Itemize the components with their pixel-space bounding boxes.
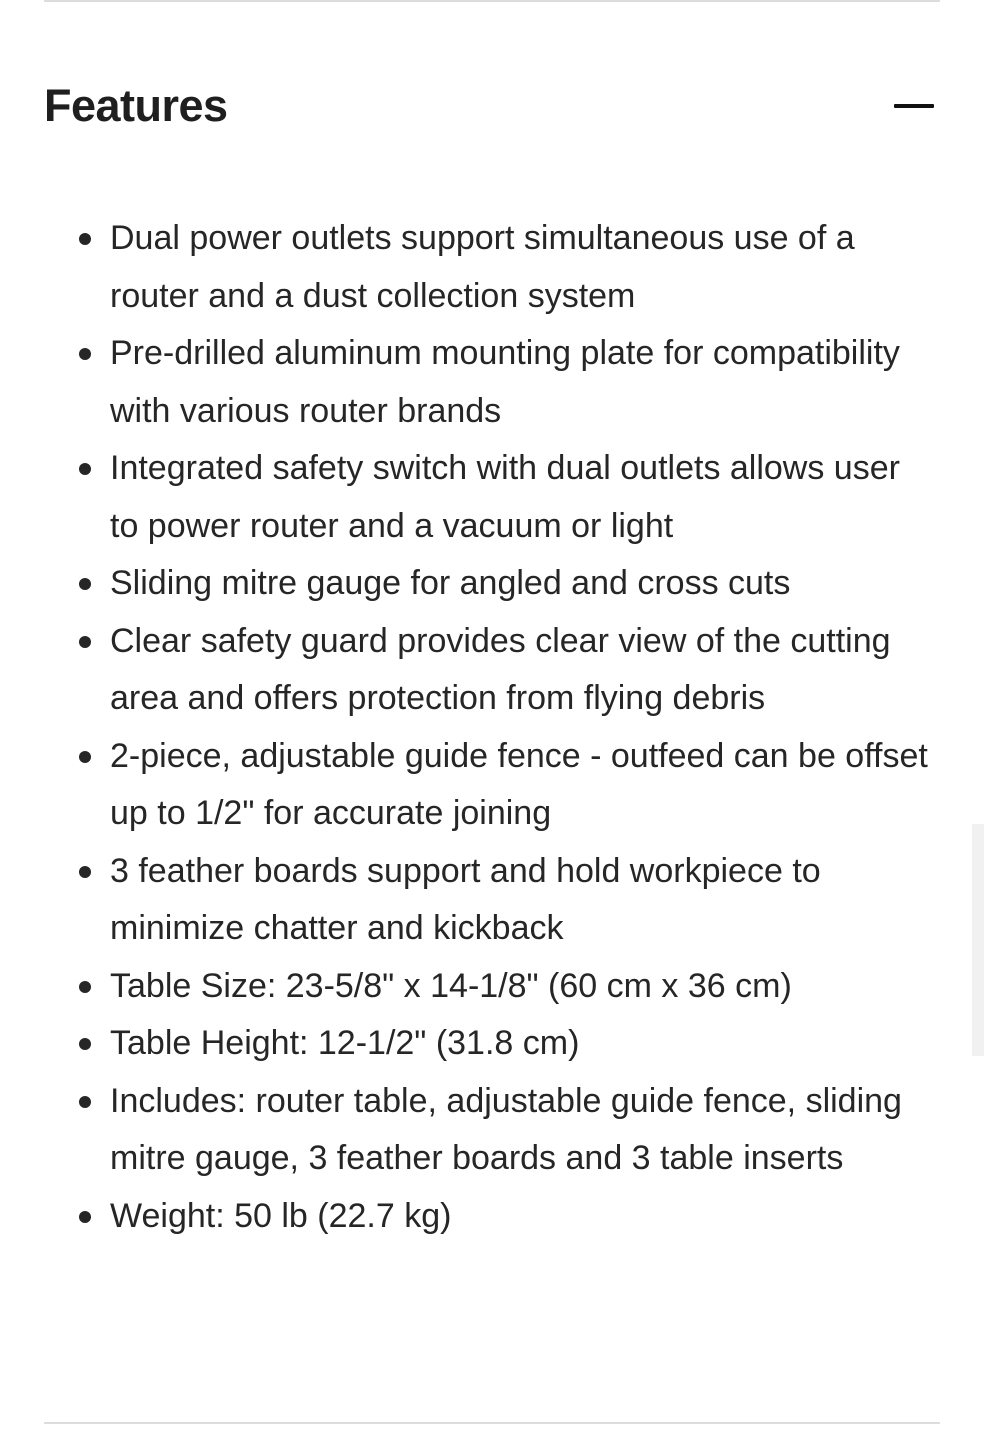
bottom-divider — [44, 1422, 940, 1424]
section-title: Features — [44, 80, 228, 131]
list-item: Integrated safety switch with dual outlets allows user to power router and a vacuum or light — [0, 440, 960, 555]
list-item: Table Height: 12-1/2" (31.8 cm) — [0, 1015, 960, 1073]
list-item: Clear safety guard provides clear view of the cutting area and offers protection from flying debris — [0, 613, 960, 728]
list-item: 3 feather boards support and hold workpiece to minimize chatter and kickback — [0, 843, 960, 958]
list-item: Pre-drilled aluminum mounting plate for compatibility with various router brands — [0, 325, 960, 440]
scrollbar[interactable] — [972, 824, 984, 1056]
list-item: 2-piece, adjustable guide fence - outfeed can be offset up to 1/2" for accurate joining — [0, 728, 960, 843]
list-item: Table Size: 23-5/8" x 14-1/8" (60 cm x 36 cm) — [0, 958, 960, 1016]
list-item: Dual power outlets support simultaneous use of a router and a dust collection system — [0, 210, 960, 325]
features-list — [0, 210, 960, 1245]
list-item: Includes: router table, adjustable guide fence, sliding mitre gauge, 3 feather boards and 3 table inserts — [0, 1073, 960, 1188]
minus-icon[interactable] — [892, 84, 936, 128]
list-item: Sliding mitre gauge for angled and cross cuts — [0, 555, 960, 613]
top-divider — [44, 0, 940, 2]
features-accordion-header[interactable] — [44, 72, 940, 140]
list-item: Weight: 50 lb (22.7 kg) — [0, 1188, 960, 1246]
